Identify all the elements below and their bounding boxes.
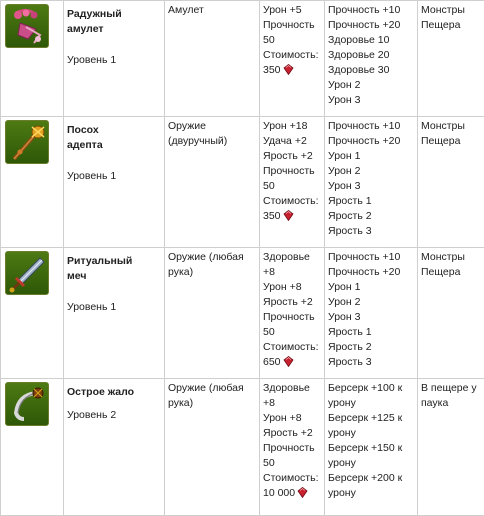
crystal-icon (283, 64, 294, 75)
upgrade-line: Ярость 1 (328, 325, 414, 340)
upgrade-line: урону (328, 396, 414, 411)
upgrade-line: Ярость 1 (328, 194, 414, 209)
stat-line: Прочность (263, 18, 321, 33)
type-cell (165, 248, 260, 379)
item-name-line: Радужный (67, 7, 161, 22)
cost-value: 350 (263, 64, 281, 76)
stinger-icon (5, 382, 49, 426)
name-cell (64, 379, 165, 516)
name-cell (64, 117, 165, 248)
upgrade-line: Урон 3 (328, 179, 414, 194)
upgrade-line: Ярость 2 (328, 340, 414, 355)
item-name-line: амулет (67, 22, 161, 37)
stat-line: Урон +8 (263, 411, 321, 426)
icon-cell (1, 117, 64, 248)
item-name-line: Ритуальный (67, 254, 161, 269)
item-type: Оружие (любая (168, 250, 256, 265)
upgrade-line: Берсерк +125 к (328, 411, 414, 426)
item-name (67, 385, 161, 400)
upgrade-line: урону (328, 486, 414, 501)
item-level: Уровень 1 (67, 169, 161, 184)
sword-icon (5, 251, 49, 295)
stat-line: Стоимость: (263, 340, 321, 355)
stat-line: Удача +2 (263, 134, 321, 149)
item-type: рука) (168, 265, 256, 280)
item-name (67, 123, 161, 153)
table-row (1, 117, 484, 248)
upgrades-cell (325, 248, 418, 379)
stat-line: Здоровье (263, 381, 321, 396)
stat-line: 50 (263, 325, 321, 340)
stat-line: +8 (263, 265, 321, 280)
upgrades-cell (325, 1, 418, 117)
upgrade-line: урону (328, 456, 414, 471)
upgrades-cell (325, 379, 418, 516)
cost-value: 350 (263, 210, 281, 222)
stat-line: 50 (263, 179, 321, 194)
cost-value: 650 (263, 356, 281, 368)
upgrade-line: Урон 3 (328, 93, 414, 108)
upgrade-line: Урон 1 (328, 280, 414, 295)
source-line: Монстры (421, 119, 484, 134)
table-row (1, 379, 484, 516)
crystal-icon (283, 210, 294, 221)
upgrade-line: Здоровье 30 (328, 63, 414, 78)
crystal-icon (297, 487, 308, 498)
upgrade-line: Урон 2 (328, 78, 414, 93)
source-line: Пещера (421, 18, 484, 33)
crystal-icon (283, 356, 294, 367)
stats-cell (260, 379, 325, 516)
upgrade-line: Урон 3 (328, 310, 414, 325)
cost-line (263, 209, 321, 224)
stat-line: Урон +8 (263, 280, 321, 295)
stat-line: 50 (263, 456, 321, 471)
stat-line: Прочность (263, 441, 321, 456)
source-line: паука (421, 396, 484, 411)
type-cell (165, 379, 260, 516)
name-cell (64, 248, 165, 379)
cost-line (263, 63, 321, 78)
upgrade-line: Ярость 3 (328, 355, 414, 370)
item-type: Оружие (168, 119, 256, 134)
stats-cell (260, 1, 325, 117)
source-cell (418, 1, 484, 117)
upgrade-line: Прочность +20 (328, 134, 414, 149)
stat-line: Ярость +2 (263, 149, 321, 164)
cost-value: 10 000 (263, 487, 295, 499)
stat-line: Здоровье (263, 250, 321, 265)
source-cell (418, 379, 484, 516)
item-type: (двуручный) (168, 134, 256, 149)
upgrade-line: Ярость 3 (328, 224, 414, 239)
stat-line: +8 (263, 396, 321, 411)
stats-cell (260, 248, 325, 379)
item-level: Уровень 1 (67, 300, 161, 315)
upgrade-line: Берсерк +100 к (328, 381, 414, 396)
source-line: Пещера (421, 265, 484, 280)
stat-line: Стоимость: (263, 194, 321, 209)
upgrade-line: Ярость 2 (328, 209, 414, 224)
item-type: рука) (168, 396, 256, 411)
icon-cell (1, 379, 64, 516)
item-name-line: Посох (67, 123, 161, 138)
stat-line: Стоимость: (263, 471, 321, 486)
cost-line (263, 355, 321, 370)
staff-icon (5, 120, 49, 164)
source-line: В пещере у (421, 381, 484, 396)
stat-line: Урон +18 (263, 119, 321, 134)
icon-cell (1, 248, 64, 379)
icon-cell (1, 1, 64, 117)
item-type: Оружие (любая (168, 381, 256, 396)
upgrade-line: Здоровье 20 (328, 48, 414, 63)
cost-line (263, 486, 321, 501)
amulet-icon (5, 4, 49, 48)
source-cell (418, 248, 484, 379)
stat-line: Ярость +2 (263, 295, 321, 310)
source-line: Монстры (421, 250, 484, 265)
stat-line: Ярость +2 (263, 426, 321, 441)
item-type: Амулет (168, 3, 256, 18)
stat-line: Урон +5 (263, 3, 321, 18)
item-name-line: Острое жало (67, 385, 161, 400)
type-cell (165, 117, 260, 248)
item-name (67, 254, 161, 284)
stat-line: Стоимость: (263, 48, 321, 63)
stats-cell (260, 117, 325, 248)
item-level: Уровень 1 (67, 53, 161, 68)
upgrade-line: Прочность +10 (328, 3, 414, 18)
upgrade-line: Берсерк +150 к (328, 441, 414, 456)
item-name-line: адепта (67, 138, 161, 153)
item-name (67, 7, 161, 37)
upgrade-line: Урон 1 (328, 149, 414, 164)
table-row (1, 1, 484, 117)
stat-line: Прочность (263, 164, 321, 179)
type-cell (165, 1, 260, 117)
item-name-line: меч (67, 269, 161, 284)
upgrade-line: Урон 2 (328, 295, 414, 310)
upgrade-line: Прочность +20 (328, 18, 414, 33)
upgrade-line: Берсерк +200 к (328, 471, 414, 486)
item-level: Уровень 2 (67, 408, 161, 423)
stat-line: Прочность (263, 310, 321, 325)
upgrades-cell (325, 117, 418, 248)
source-line: Пещера (421, 134, 484, 149)
upgrade-line: урону (328, 426, 414, 441)
upgrade-line: Урон 2 (328, 164, 414, 179)
upgrade-line: Прочность +10 (328, 250, 414, 265)
name-cell (64, 1, 165, 117)
upgrade-line: Прочность +10 (328, 119, 414, 134)
stat-line: 50 (263, 33, 321, 48)
upgrade-line: Прочность +20 (328, 265, 414, 280)
source-line: Монстры (421, 3, 484, 18)
upgrade-line: Здоровье 10 (328, 33, 414, 48)
table-row (1, 248, 484, 379)
source-cell (418, 117, 484, 248)
